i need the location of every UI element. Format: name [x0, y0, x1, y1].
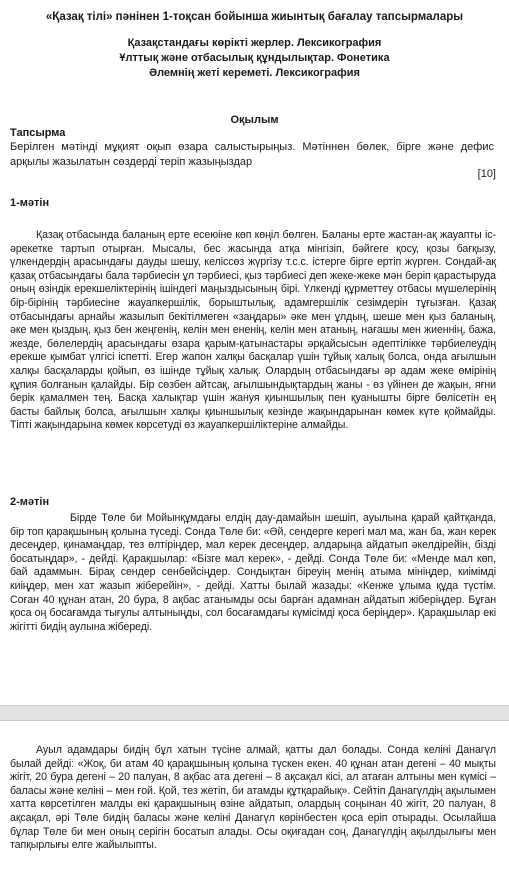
- text1-heading: 1-мәтін: [10, 197, 50, 209]
- topic-line: Әлемнің жеті кереметі. Лексикография: [149, 67, 360, 79]
- task-text: Берілген мәтінді мұқият оқып өзара салыстырыңыз. Мәтіннен бөлек, бірге және дефис арқылы жазылатын сөздерді теріп жазыңыздар: [10, 141, 494, 168]
- text2-body: Бірде Төле би Мойынқұмдағы елдің дау-дамайын шешіп, ауылына қарай қайтқанда, бір топ қарақшының қолына түседі. Сонда Төле би: «Әй, сендерге керегі мал ма, жан ба, жан керек десеңдер, қинамаңдар, тез өлтіріңдер, мал керек десеңдер, алдарыңа айдатып әкелдірейін, бізді босатыңдар», - дейді. Қарақшылар: «Бізге мал керек», - дейді. Сонда Төле би: «Менде мал көп, бай адаммын. Бірақ сендер сенбейсіңдер. Сондықтан біреуің менің атыма мініңдер, киімімді киіңдер, мен хат жазып жіберейін», - дейді. Хатты былай жазады: «Кенже ұлыма құда түстім. Соған 40 құнан атан, 20 бура, 8 ақбас атанымды осы барған адамнан айдатып жіберіңдер. Бұған қоса оң босағамда тығулы алтыныңды, сол босағамдағы күмісімді қоса беріңдер». Қарақшылар екі жігітті бидің аулына жібереді.: [10, 512, 496, 633]
- task-label: Тапсырма: [10, 127, 66, 139]
- topic-line: Қазақстандағы көрікті жерлер. Лексикография: [127, 37, 382, 49]
- page-gap: [0, 705, 509, 721]
- topics-block: [0, 36, 509, 81]
- text2-continuation: Ауыл адамдары бидің бұл хатын түсіне алмай, қатты дал болады. Сонда келіні Данагүл былай дейді: «Жоқ, би атам 40 қарақшының қолына түскен екен. 40 құнан атан дегені – 40 мықты жігіт, 20 бура дегені – 20 палуан, 8 ақбас ата дегені – 8 ақсақал кісі, ал атаған алтыны мен күмісі – баласы және келіні – мен ғой. Қой, тез жетіп, би атамды құтқарайық». Сейтіп Данагүлдің ақылымен хатта көрсетілген малды екі қарақшының өзіне айдатып, олардың соңынан 40 жігіт, 20 палуан, 8 ақсақал, әрі Төле бидің баласы және келіні Данагүл көрінбестен қоса еріп отырады. Осылайша бұлар Төле би мен оның серігін босатып алады. Осы оқиғадан соң, Данагүлдің ақылдылығы мен тапқырлығы елге жайылыпты.: [10, 744, 496, 852]
- text2-heading: 2-мәтін: [10, 496, 50, 508]
- document-title: «Қазақ тілі» пәнінен 1-тоқсан бойынша жиынтық бағалау тапсырмалары: [45, 11, 464, 23]
- sheet-bottom: [0, 721, 509, 888]
- section-title: Оқылым: [230, 114, 279, 126]
- topic-line: Ұлттық және отбасылық құндылықтар. Фонетика: [119, 52, 390, 64]
- score-label: [10]: [477, 168, 496, 180]
- text1-body: Қазақ отбасында баланың ерте есеюіне көп көңіл бөлген. Баланы ерте жастан-ақ жауапты іс-әрекетке тартып отырған. Мысалы, бес жасында атқа мінгізіп, бәйгеге қосу, қозы бағқызу, үлкендердің арасындағы дауды шешу, келіссөз жүргізу т.с.с. істерге бірге ертіп жүрген. Сондай-ақ қазақ отбасындағы бала тәрбиесін ұл тәрбиесі, қыз тәрбиесі деп жеке-жеке мән беріп қарастыруда оның өзіндік ерекшеліктерінің ішіндегі маңыздысының бірі. Үлкенді құрметтеу отбасы мүшелерінің бір-бірінің тәрбиесіне жауапкершілік, борыштылық, адамгершілік сезімдерін тұғызған. Қазақ отбасындағы арнайы жазылып бекітілмеген «заңдары» әке мен ұлдың, шеше мен қыз баланың, әке мен қыздың, қыз бен жеңгенің, келін мен ененің, келін мен атаның, нағашы мен жиеннің, бажа, жезде, бөлелердің арасындағы өзара қарым-қатынастары әрқайсысын әдептілікке тәрбиелеудің ерекше қымбат үлгісі іспетті. Егер жапон халқы басқалар үшін тұйық халық болса, онда ағылшын халқы басқаларды қойып, өз ішінде тұйық халық. Олардың отбасындағы әр адам жеке өмірінің құпия болғанын қалайды. Бір сөзбен айтсақ, ағылшындықтардың жаны - өз үйінен де жақын, яғни берік қамалмен тең. Басқа халықтар үшін жануя қиыншылық пен қуанышты бірге бөлісетін ең басты байлық болса, ағылшын халқы қиыншылық кезінде жақындарынан көмек күте қоймайды. Тіпті жақындарына көмек көрсетуді өз жауапкершіліктеріне алмайды.: [10, 229, 496, 432]
